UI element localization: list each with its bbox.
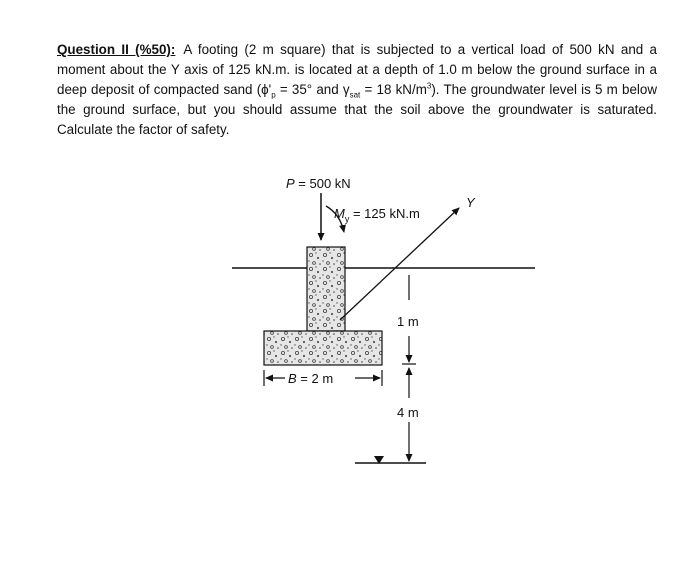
question-seg4: ). The groundwater level is 5 m below the ground surface, but you should assume that the soil above the groundwater is saturated. Calculate the factor of safety. [57,82,657,137]
footing-column [307,247,345,331]
phi-symbol: ϕ' [261,82,272,97]
question-seg2: = 35° and [275,82,343,97]
gamma-subscript: sat [349,90,361,100]
unit-superscript: 3 [426,81,432,91]
moment-symbol: M [334,206,345,221]
question-seg3: = 18 kN/m [360,82,427,97]
width-value: = 2 m [296,371,334,386]
question-heading: Question II (%50): [57,42,176,57]
load-symbol: P [286,176,295,191]
moment-value: = 125 kN.m [349,206,420,221]
moment-subscript: y [344,214,350,224]
depth-label: 1 m [397,314,419,329]
gamma-symbol: γ [342,82,350,97]
gw-label: 4 m [397,405,419,420]
question-seg1: A footing (2 m square) that is subjected to a vertical load of 500 kN and a moment about the Y axis of 125 kN.m. is located at a depth of 1.0 m below the ground surface in a deep deposit of compacted sand ( [57,42,657,97]
svg-text:B = 2 m [288,371,333,386]
load-value: = 500 kN [294,176,351,191]
svg-text:P = 500 kN [286,176,351,191]
footing-base [264,331,382,365]
y-axis-label: Y [466,195,475,210]
svg-text:My = 125 kN.m [334,206,420,224]
phi-subscript: p [271,90,276,100]
width-symbol: B [288,371,297,386]
y-axis-line [340,208,459,320]
